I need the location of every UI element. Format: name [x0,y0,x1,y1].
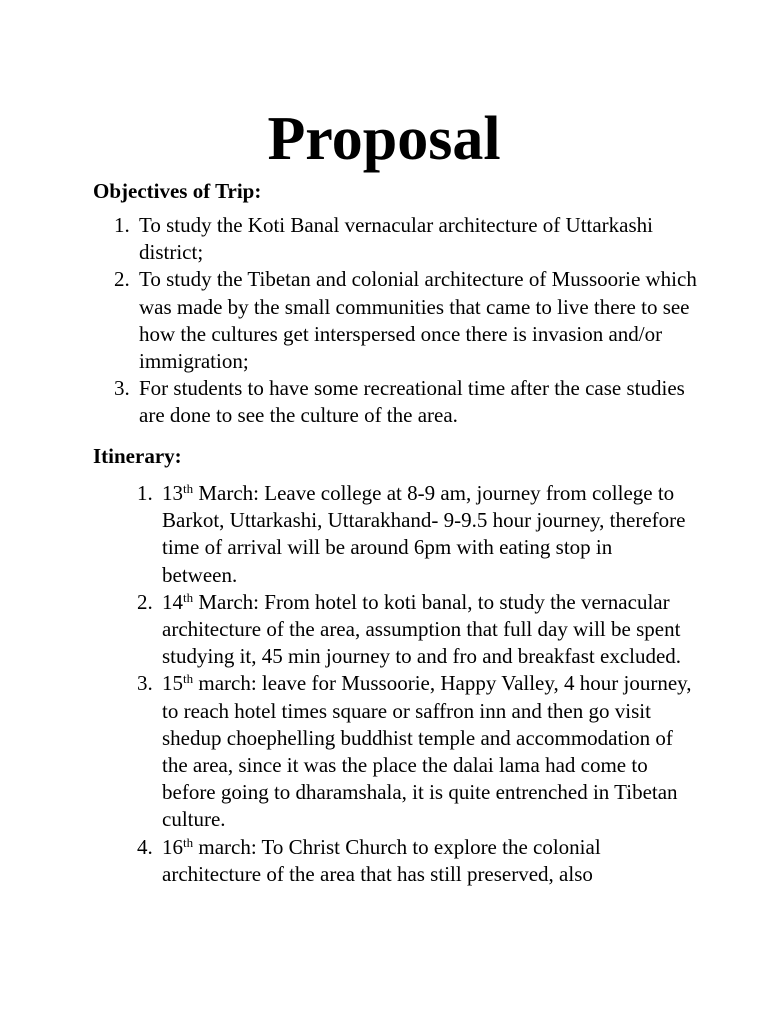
itinerary-day: 13 [162,481,183,505]
day-suffix: th [183,671,194,687]
list-item [137,670,692,833]
list-number: 2. [137,589,153,614]
list-number: 4. [137,834,153,859]
document-title: Proposal [267,105,501,173]
itinerary-heading: Itinerary: [93,444,182,468]
list-number: 3. [114,376,130,401]
objectives-list [114,212,699,430]
list-item-text: To study the Koti Banal vernacular architecture of Uttarkashi district; [139,213,654,265]
list-item-text: March: From hotel to koti banal, to study the vernacular architecture of the area, assumption that full day will be spent studying it, 45 min journey to and fro and breakfast excluded. [162,589,682,669]
day-suffix: th [183,834,194,850]
itinerary-day: 16 [162,834,183,859]
list-number: 1. [114,213,130,237]
objectives-heading: Objectives of Trip: [93,179,262,203]
list-item [137,589,692,671]
itinerary-day: 14 [162,589,183,614]
itinerary-list [137,480,692,888]
day-suffix: th [183,589,194,605]
list-item [137,480,692,589]
itinerary-day: 15 [162,671,183,696]
list-item [114,375,699,429]
list-item-text: For students to have some recreational time after the case studies are done to see the culture of the area. [139,376,685,428]
list-item [114,212,699,266]
list-number: 2. [114,267,130,292]
list-item-text: march: leave for Mussoorie, Happy Valley, 4 hour journey, to reach hotel times square or saffron inn and then go visit shedup choephelling buddhist temple and accommodation of the area, since it was the place the dalai lama had come to before going to dharamshala, it is quite entrenched in Tibetan culture. [162,671,692,832]
list-item-text: March: Leave college at 8-9 am, journey from college to Barkot, Uttarkashi, Uttarakhand- 9-9.5 hour journey, therefore time of arrival will be around 6pm with eating stop in between. [162,481,686,587]
day-suffix: th [183,481,194,496]
list-item [114,266,699,375]
list-number: 1. [137,481,153,505]
list-number: 3. [137,671,153,696]
list-item-text: march: To Christ Church to explore the colonial architecture of the area that has still preserved, also [162,834,601,886]
list-item-text: To study the Tibetan and colonial architecture of Mussoorie which was made by the small communities that came to live there to see how the cultures get interspersed once there is invasion and/or immigration; [139,267,697,374]
list-item [137,834,692,888]
